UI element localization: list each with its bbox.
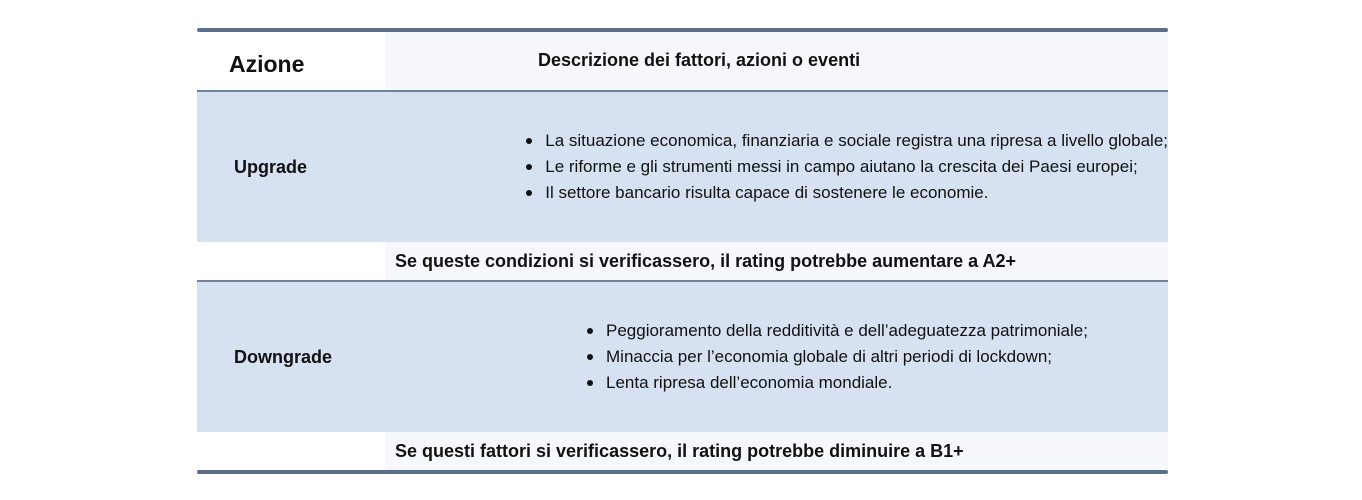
header-row <box>197 32 1168 90</box>
downgrade-outcome-spacer <box>197 432 385 470</box>
list-item: Peggioramento della redditività e dell’adeguatezza patrimoniale; <box>585 318 1088 344</box>
header-description: Descrizione dei fattori, azioni o eventi <box>385 32 1168 90</box>
downgrade-outcome: Se questi fattori si verificassero, il rating potrebbe diminuire a B1+ <box>385 432 1168 470</box>
upgrade-outcome-spacer <box>197 242 385 280</box>
upgrade-list <box>524 128 1168 206</box>
downgrade-row <box>197 282 1168 432</box>
downgrade-list <box>585 318 1088 396</box>
list-item: Le riforme e gli strumenti messi in campo aiutano la crescita dei Paesi europei; <box>524 154 1168 180</box>
downgrade-outcome-row <box>197 432 1168 470</box>
rating-table <box>197 28 1168 474</box>
bottom-rule <box>197 470 1168 474</box>
list-item: Minaccia per l’economia globale di altri periodi di lockdown; <box>585 344 1088 370</box>
upgrade-description <box>324 92 1168 242</box>
upgrade-outcome-row <box>197 242 1168 280</box>
upgrade-outcome: Se queste condizioni si verificassero, il rating potrebbe aumentare a A2+ <box>385 242 1168 280</box>
downgrade-label: Downgrade <box>234 346 333 367</box>
list-item: Il settore bancario risulta capace di sostenere le economie. <box>524 180 1168 206</box>
list-item: Lenta ripresa dell’economia mondiale. <box>585 370 1088 396</box>
upgrade-label: Upgrade <box>234 156 308 177</box>
list-item: La situazione economica, finanziaria e sociale registra una ripresa a livello globale; <box>524 128 1168 154</box>
downgrade-description <box>385 282 1168 432</box>
upgrade-row <box>197 92 1168 242</box>
header-action: Azione <box>197 32 385 90</box>
